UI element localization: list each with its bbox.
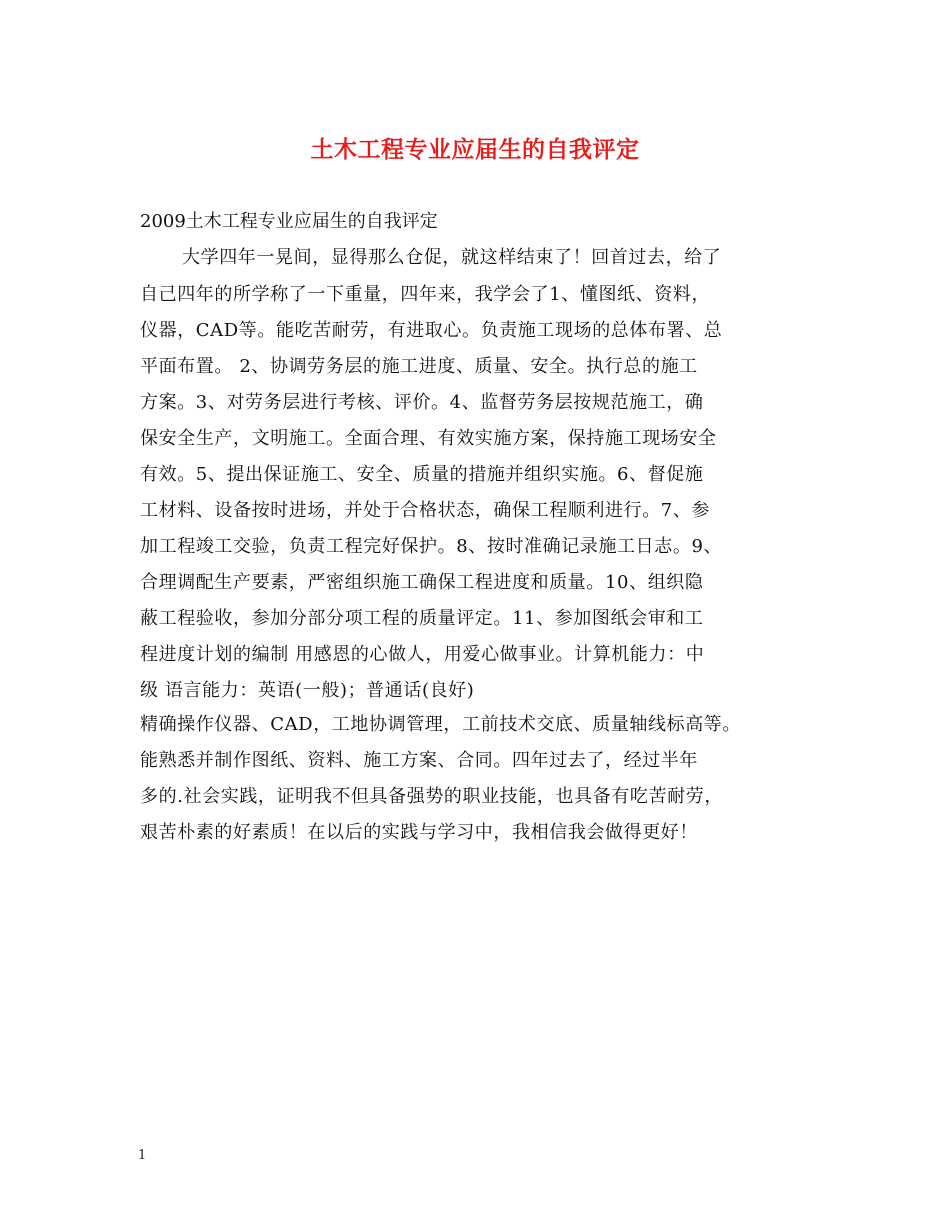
body-line-1: 大学四年一晃间，显得那么仓促，就这样结束了！回首过去，给了 [182,247,722,268]
body-line-6: 保安全生产，文明施工。全面合理、有效实施方案，保持施工现场安全 [140,428,717,449]
body-line-10: 合理调配生产要素，严密组织施工确保工程进度和质量。10、组织隐 [140,572,704,593]
body-line-13: 级 语言能力：英语(一般)；普通话(良好) [140,680,475,701]
body-line-15: 能熟悉并制作图纸、资料、施工方案、合同。四年过去了，经过半年 [140,750,698,771]
body-line-17: 艰苦朴素的好素质！在以后的实践与学习中，我相信我会做得更好！ [140,822,698,843]
body-line-4: 平面布置。 2、协调劳务层的施工进度、质量、安全。执行总的施工 [140,356,698,377]
body-line-5: 方案。3、对劳务层进行考核、评价。4、监督劳务层按规范施工，确 [140,392,704,413]
body-line-14: 精确操作仪器、CAD，工地协调管理，工前技术交底、质量轴线标高等。 [140,714,741,735]
body-line-9: 加工程竣工交验，负责工程完好保护。8、按时准确记录施工日志。9、 [140,536,723,557]
body-line-7: 有效。5、提出保证施工、安全、质量的措施并组织实施。6、督促施 [140,464,704,485]
body-line-3: 仪器，CAD等。能吃苦耐劳，有进取心。负责施工现场的总体布署、总 [140,320,723,341]
document-title: 土木工程专业应届生的自我评定 [310,136,640,163]
body-line-12: 程进度计划的编制 用感恩的心做人，用爱心做事业。计算机能力：中 [140,644,705,665]
document-subtitle: 2009土木工程专业应届生的自我评定 [140,211,438,232]
body-line-2: 自己四年的所学称了一下重量，四年来，我学会了1、懂图纸、资料， [140,284,711,305]
body-line-16: 多的.社会实践，证明我不但具备强势的职业技能，也具备有吃苦耐劳， [140,786,723,807]
body-line-11: 蔽工程验收，参加分部分项工程的质量评定。11、参加图纸会审和工 [140,608,704,629]
page-number: 1 [138,1148,147,1163]
body-line-8: 工材料、设备按时进场，并处于合格状态，确保工程顺利进行。7、参 [140,500,711,521]
